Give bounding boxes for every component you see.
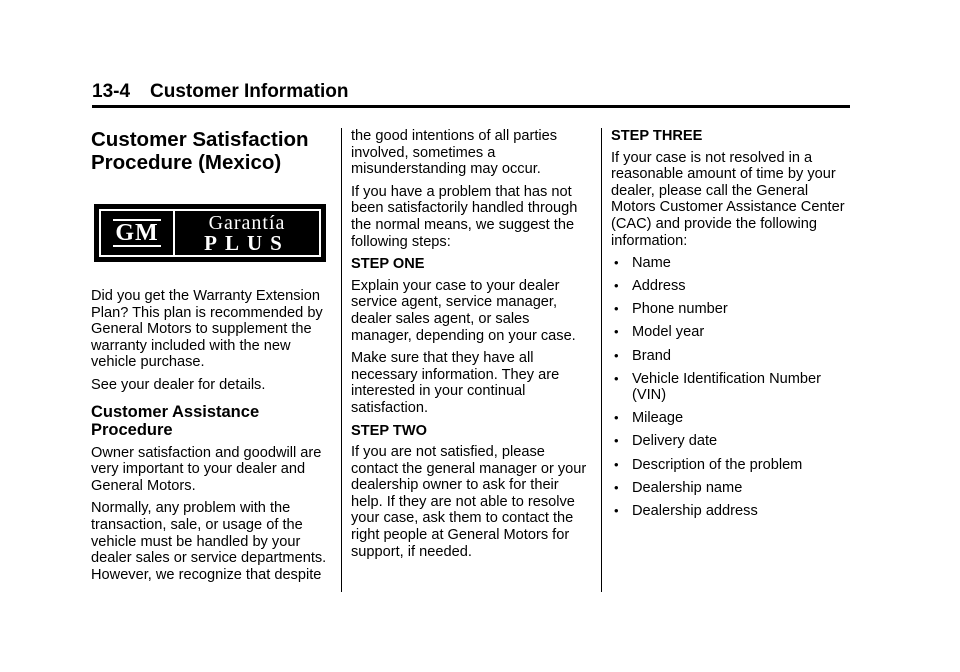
paragraph: Make sure that they have all necessary information. They are interested in your continual satisfaction. <box>351 350 560 416</box>
list-item: • Vehicle Identification Number (VIN) <box>614 370 822 404</box>
section-subtitle: Customer Assistance Procedure <box>91 402 260 439</box>
column-divider <box>601 128 602 592</box>
gm-garantia-plus-logo <box>94 204 326 262</box>
bullet-icon: • <box>614 370 619 386</box>
page-header <box>92 82 850 108</box>
list-item: • Dealership address <box>614 502 758 519</box>
list-item: • Phone number <box>614 301 728 318</box>
logo-plus-text: PLUS <box>204 230 290 255</box>
list-item: • Name <box>614 255 671 272</box>
bullet-icon: • <box>614 278 619 294</box>
list-item: • Model year <box>614 324 705 341</box>
logo-garantia-text: Garantía <box>208 211 286 234</box>
bullet-icon: • <box>614 479 619 495</box>
information-list <box>611 255 851 519</box>
list-item: • Description of the problem <box>614 456 803 473</box>
column-2 <box>351 128 591 566</box>
paragraph: Owner satisfaction and goodwill are very important to your dealer and General Motors. <box>91 444 322 494</box>
bullet-icon: • <box>614 347 619 363</box>
list-item: • Delivery date <box>614 433 718 450</box>
bullet-icon: • <box>614 433 619 449</box>
column-3 <box>611 128 851 526</box>
paragraph: If you are not satisfied, please contact the general manager or your dealership owner to ask for their help. If they are not able to resolve your case, ask them to contact the right people at General Motors for support, if needed. <box>351 444 587 560</box>
paragraph: Did you get the Warranty Extension Plan? This plan is recommended by General Motors to supplement the warranty included with the new vehicle purchase. <box>91 288 323 371</box>
logo-gm-text: GM <box>115 220 159 246</box>
paragraph: If you have a problem that has not been satisfactorily handled through the normal means, we suggest the following steps: <box>351 183 578 250</box>
paragraph: See your dealer for details. <box>91 376 266 393</box>
list-item: • Brand <box>614 347 671 364</box>
list-item: • Address <box>614 278 686 295</box>
step-heading: STEP TWO <box>351 422 427 439</box>
bullet-icon: • <box>614 255 619 271</box>
bullet-icon: • <box>614 502 619 518</box>
bullet-icon: • <box>614 456 619 472</box>
column-1 <box>91 128 331 589</box>
paragraph: Explain your case to your dealer service agent, service manager, dealer sales agent, or sales manager, depending on your case. <box>351 277 576 344</box>
paragraph: the good intentions of all parties involved, sometimes a misunderstanding may occur. <box>351 128 558 178</box>
paragraph: Normally, any problem with the transaction, sale, or usage of the vehicle must be handled by your dealer sales or service departments. However, we recognize that despite <box>91 500 327 583</box>
list-item: • Dealership name <box>614 479 743 496</box>
section-title: Customer Information <box>150 81 349 102</box>
list-item: • Mileage <box>614 410 684 427</box>
bullet-icon: • <box>614 301 619 317</box>
paragraph: If your case is not resolved in a reasonable amount of time by your dealer, please call the General Motors Customer Assistance Center (CAC) and provide the following information: <box>611 149 845 249</box>
bullet-icon: • <box>614 410 619 426</box>
step-heading: STEP THREE <box>611 128 703 144</box>
column-divider <box>341 128 342 592</box>
step-heading: STEP ONE <box>351 256 425 273</box>
page-number: 13-4 <box>92 81 131 102</box>
bullet-icon: • <box>614 324 619 340</box>
page-title: Customer Satisfaction Procedure (Mexico) <box>91 128 309 174</box>
